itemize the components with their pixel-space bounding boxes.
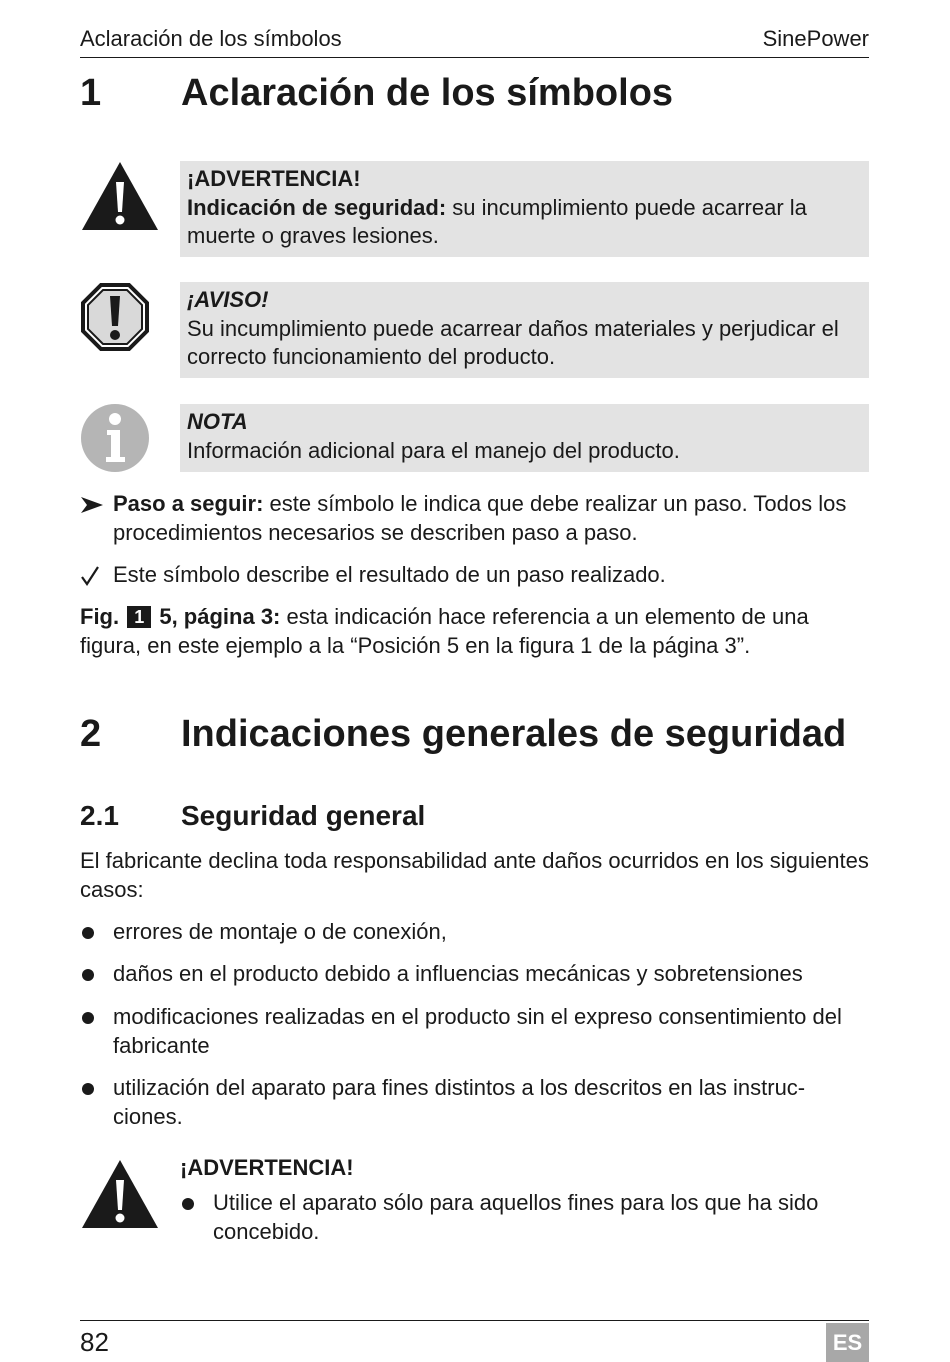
list-item-text: errores de montaje o de conexión,	[113, 919, 447, 944]
intro-paragraph: El fabricante declina toda responsabilidad ante daños ocurridos en los siguientes casos:	[80, 848, 869, 902]
figure-reference	[80, 603, 869, 660]
step-item	[80, 490, 869, 547]
warning-2-title: ¡ADVERTENCIA!	[180, 1155, 354, 1180]
list-item	[80, 960, 869, 989]
step-label: Paso a seguir:	[113, 491, 264, 516]
warning-triangle-icon	[80, 160, 160, 232]
caution-octagon-icon	[80, 282, 150, 352]
section-1-title: Aclaración de los símbolos	[181, 72, 674, 114]
bullet-dot-icon	[82, 1012, 94, 1024]
result-item	[80, 561, 869, 590]
caution-text: Su incumplimiento puede acarrear daños materiales y perjudicar el correcto funcionamiento del producto.	[187, 315, 839, 369]
warning-text: su incumplimiento puede acarrear la muerte o graves lesiones.	[187, 194, 807, 248]
section-2-title: Indicaciones generales de seguridad	[181, 713, 847, 755]
bullet-dot-icon	[82, 969, 94, 981]
list-item-text: utilización del aparato para fines distintos a los descritos en las instruc-ciones.	[113, 1075, 806, 1129]
section-2-number: 2	[80, 713, 102, 755]
figure-number-box: 1	[127, 606, 151, 628]
list-item	[80, 1074, 869, 1131]
checkmark-icon	[80, 561, 110, 595]
caution-notice	[180, 282, 869, 378]
warning-title: ¡ADVERTENCIA!	[187, 166, 361, 191]
list-item	[80, 1003, 869, 1060]
figref-text: esta indicación hace referencia a un elemento de una figura, en este ejemplo a la “Posición 5 en la figura 1 de la página 3”.	[80, 604, 809, 658]
page-footer	[80, 1320, 869, 1362]
arrow-right-icon	[80, 490, 110, 523]
info-circle-icon	[80, 403, 150, 473]
page-header	[80, 26, 869, 58]
header-section-title: Aclaración de los símbolos	[80, 26, 342, 51]
result-text: Este símbolo describe el resultado de un paso realizado.	[113, 562, 666, 587]
header-product-name: SinePower	[762, 26, 869, 51]
note-title: NOTA	[187, 409, 248, 434]
page-number: 82	[80, 1327, 109, 1357]
step-text: este símbolo le indica que debe realizar un paso. Todos los procedimientos necesarios se describen paso a paso.	[113, 491, 847, 545]
list-item	[80, 918, 869, 947]
bullet-dot-icon	[82, 927, 94, 939]
note-notice	[180, 404, 869, 472]
language-badge: ES	[826, 1323, 869, 1362]
warning-label: Indicación de seguridad:	[187, 194, 447, 220]
list-item-text: modificaciones realizadas en el producto sin el expreso consentimiento del fabricante	[113, 1004, 842, 1058]
list-item-text: daños en el producto debido a influencias mecánicas y sobretensiones	[113, 961, 803, 986]
list-item-text: Utilice el aparato sólo para aquellos fines para los que ha sido concebido.	[213, 1190, 819, 1244]
figref-label: 5, página 3:	[153, 604, 281, 629]
bullet-dot-icon	[182, 1198, 194, 1210]
section-2-1-number: 2.1	[80, 800, 119, 831]
warning-notice	[180, 161, 869, 257]
section-2-1-title: Seguridad general	[181, 800, 426, 831]
section-1-number: 1	[80, 72, 102, 114]
list-item	[180, 1189, 869, 1246]
figref-prefix: Fig.	[80, 604, 120, 629]
bullet-dot-icon	[82, 1083, 94, 1095]
caution-title: ¡AVISO!	[187, 287, 269, 312]
warning-triangle-icon	[80, 1158, 160, 1230]
note-text: Información adicional para el manejo del producto.	[187, 437, 680, 463]
